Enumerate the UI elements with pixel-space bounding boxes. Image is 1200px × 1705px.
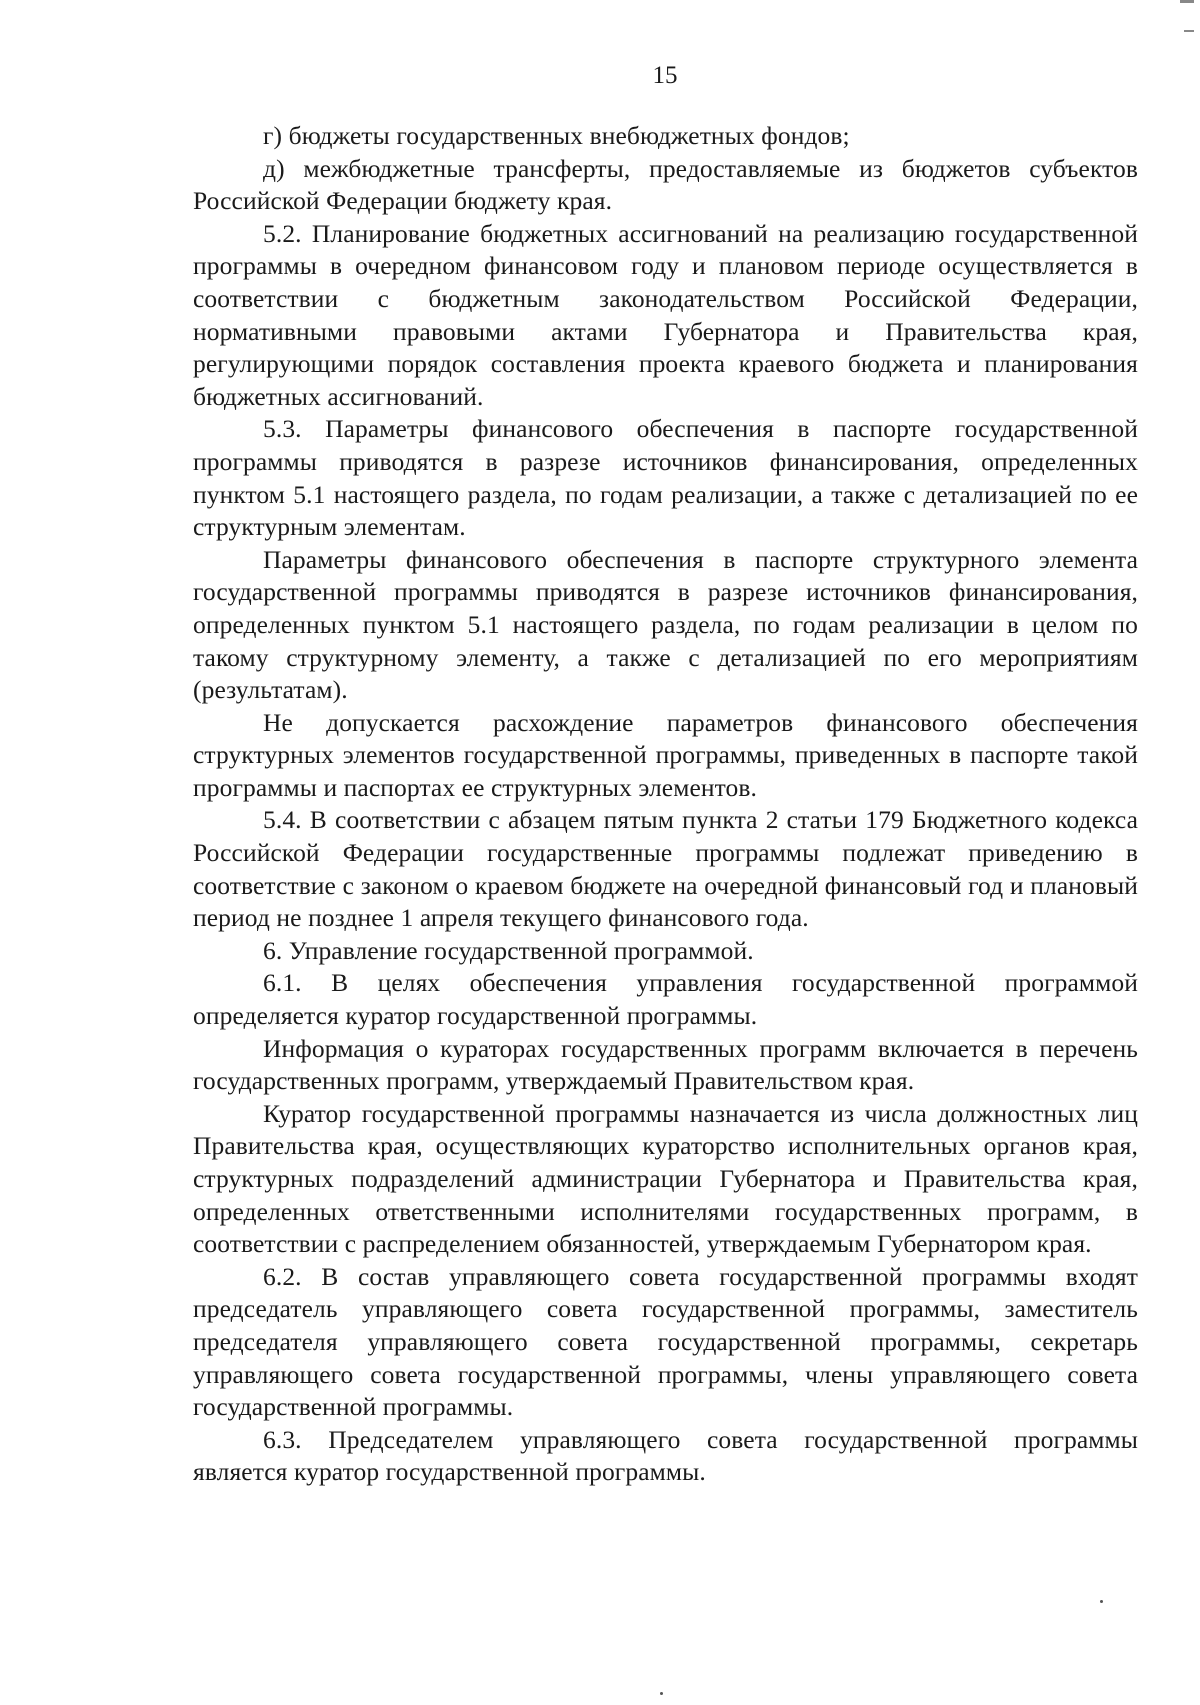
paragraph: Куратор государственной программы назначается из числа должностных лиц Правительства края, осуществляющих кураторство исполнительных органов края, структурных подразделений администрации Губернатора и Правительства края, определенных ответственными исполнителями государственных программ, в соответствии с распределением обязанностей, утверждаемым Губернатором края. <box>193 1098 1138 1259</box>
paragraph: 6. Управление государственной программой. <box>263 935 754 965</box>
paragraph: Информация о кураторах государственных программ включается в перечень государственных программ, утверждаемый Правительством края. <box>193 1033 1138 1096</box>
paragraph: Не допускается расхождение параметров финансового обеспечения структурных элементов государственной программы, приведенных в паспорте такой программы и паспортах ее структурных элементов. <box>193 707 1138 802</box>
page-number: 15 <box>652 62 678 89</box>
paragraph: 5.3. Параметры финансового обеспечения в паспорте государственной программы приводятся в разрезе источников финансирования, определенных пунктом 5.1 настоящего раздела, по годам реализации, а также с детализацией по ее структурным элементам. <box>193 414 1138 542</box>
scan-speck <box>660 1692 663 1695</box>
paragraph: 6.2. В состав управляющего совета государственной программы входят председатель управляющего совета государственной программы, заместитель председателя управляющего совета государственной программы, секретарь управляющего совета государственной программы, члены управляющего совета государственной программы. <box>193 1261 1138 1422</box>
paragraph: 5.2. Планирование бюджетных ассигнований на реализацию государственной программы в очередном финансовом году и плановом периоде осуществляется в соответствии с бюджетным законодательством Российской Федерации, нормативными правовыми актами Губернатора и Правительства края, регулирующими порядок составления проекта краевого бюджета и планирования бюджетных ассигнований. <box>193 218 1138 411</box>
paragraph: 6.3. Председателем управляющего совета государственной программы является куратор государственной программы. <box>193 1424 1138 1487</box>
paragraph: 5.4. В соответствии с абзацем пятым пункта 2 статьи 179 Бюджетного кодекса Российской Федерации государственные программы подлежат приведению в соответствие с законом о краевом бюджете на очередной финансовый год и плановый период не позднее 1 апреля текущего финансового года. <box>193 805 1138 933</box>
paragraph: Параметры финансового обеспечения в паспорте структурного элемента государственной программы приводятся в разрезе источников финансирования, определенных пунктом 5.1 настоящего раздела, по годам реализации в целом по такому структурному элементу, а также с детализацией по его мероприятиям (результатам). <box>193 544 1138 705</box>
paragraph: 6.1. В целях обеспечения управления государственной программой определяется куратор государственной программы. <box>193 968 1138 1031</box>
paragraph: г) бюджеты государственных внебюджетных фондов; <box>263 121 850 150</box>
scan-mark <box>1180 0 1194 3</box>
scan-speck <box>1100 1600 1103 1603</box>
paragraph: д) межбюджетные трансферты, предоставляемые из бюджетов субъектов Российской Федерации бюджету края. <box>193 153 1138 216</box>
document-body <box>193 120 1138 1489</box>
scan-mark <box>1184 30 1194 32</box>
